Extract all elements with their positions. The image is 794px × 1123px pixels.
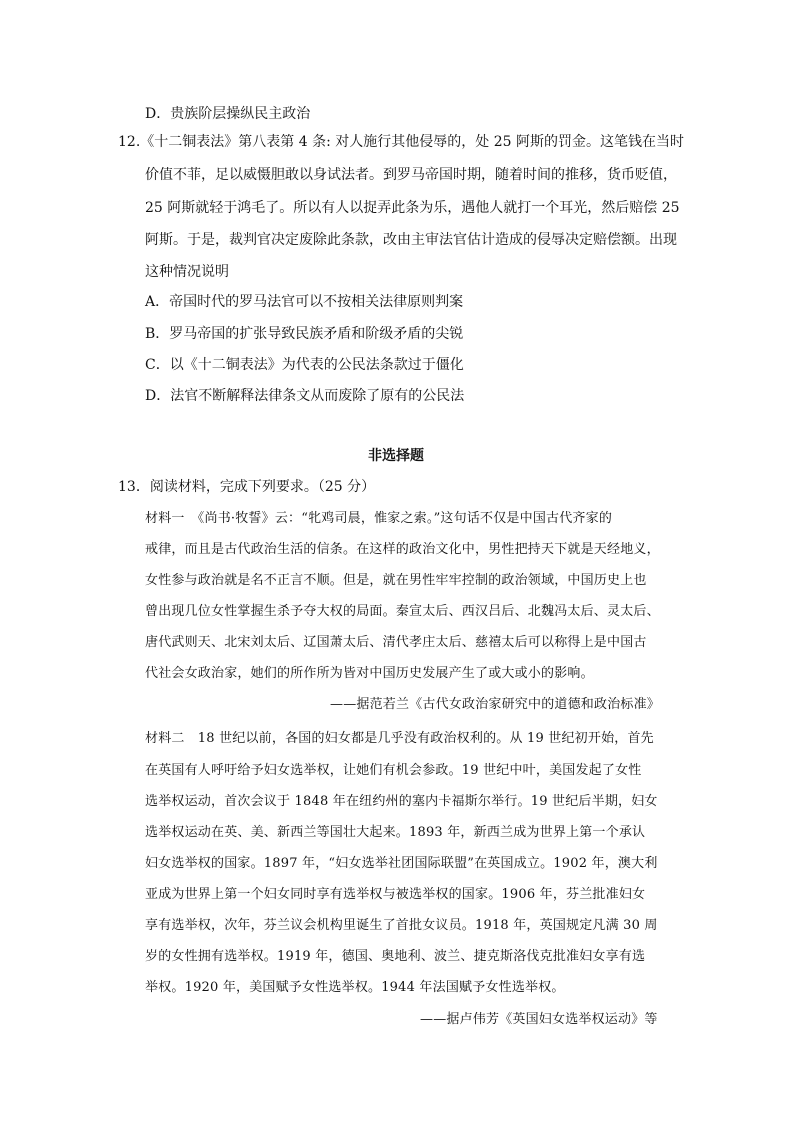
q11-option-d: D．贵族阶层操纵民主政治 (145, 106, 311, 122)
section-title: 非选择题 (368, 448, 424, 464)
material1-line-4: 曾出现几位女性掌握生杀予夺大权的局面。秦宣太后、西汉吕后、北魏冯太后、灵太后、 (145, 604, 660, 619)
q12-option-c: C．以《十二铜表法》为代表的公民法条款过于僵化 (145, 357, 464, 373)
material2-source: ——据卢伟芳《英国妇女选举权运动》等 (420, 1012, 658, 1027)
material1-line-2: 戒律，而且是古代政治生活的信条。在这样的政治文化中，男性把持天下就是天经地义， (145, 542, 660, 557)
q12-stem-line-5: 这种情况说明 (145, 264, 229, 280)
material2-line-6: 亚成为世界上第一个妇女同时享有选举权与被选举权的国家。1906 年，芬兰批准妇女 (145, 887, 646, 902)
material2-line-2: 在英国有人呼吁给予妇女选举权，让她们有机会参政。19 世纪中叶，美国发起了女性 (145, 763, 642, 778)
material2-line-4: 选举权运动在英、美、新西兰等国壮大起来。1893 年，新西兰成为世界上第一个承认 (145, 825, 646, 840)
material1-line-3: 女性参与政治就是名不正言不顺。但是，就在男性牢牢控制的政治领域，中国历史上也 (145, 573, 647, 588)
material2-line-1: 材料二 18 世纪以前，各国的妇女都是几乎没有政治权利的。从 19 世纪初开始，首先 (145, 731, 654, 746)
q12-stem-line-4: 阿斯。于是，裁判官决定废除此条款，改由主审法官估计造成的侵辱决定赔偿额。出现 (145, 232, 677, 248)
q12-option-d: D．法官不断解释法律条文从而废除了原有的公民法 (145, 388, 465, 404)
material1-line-5: 唐代武则天、北宋刘太后、辽国萧太后、清代孝庄太后、慈禧太后可以称得上是中国古 (145, 635, 647, 650)
material2-line-5: 妇女选举权的国家。1897 年，“妇女选举社团国际联盟”在英国成立。1902 年，澳大利 (145, 856, 658, 871)
q12-stem-line-3: 25 阿斯就轻于鸿毛了。所以有人以捉弄此条为乐，遇他人就打一个耳光，然后赔偿 25 (145, 200, 680, 216)
material1-line-6: 代社会女政治家，她们的所作所为皆对中国历史发展产生了或大或小的影响。 (145, 666, 594, 681)
material2-line-3: 选举权运动，首次会议于 1848 年在纽约州的塞内卡福斯尔举行。19 世纪后半期，妇女 (145, 794, 658, 809)
material2-line-8: 岁的女性拥有选举权。1919 年，德国、奥地利、波兰、捷克斯洛伐克批准妇女享有选 (145, 949, 646, 964)
material2-line-7: 享有选举权，次年，芬兰议会机构里诞生了首批女议员。1918 年，英国规定凡满 30 周 (145, 918, 658, 933)
material1-line-1: 材料一 《尚书·牧誓》云：“牝鸡司晨，惟家之索。”这句话不仅是中国古代齐家的 (145, 511, 613, 526)
material1-source: ——据范若兰《古代女政治家研究中的道德和政治标准》 (330, 697, 661, 712)
q12-option-a: A．帝国时代的罗马法官可以不按相关法律原则判案 (145, 294, 464, 310)
material2-line-9: 举权。1920 年，美国赋予女性选举权。1944 年法国赋予女性选举权。 (145, 980, 565, 995)
q12-option-b: B．罗马帝国的扩张导致民族矛盾和阶级矛盾的尖锐 (145, 326, 464, 342)
q13-stem: 13．阅读材料，完成下列要求。（25 分） (118, 479, 376, 495)
q12-stem-line-2: 价值不菲，足以威慑胆敢以身试法者。到罗马帝国时期，随着时间的推移，货币贬值， (145, 167, 677, 183)
q12-stem-line-1: 12.《十二铜表法》第八表第 4 条: 对人施行其他侵辱的，处 25 阿斯的罚金。这笔钱在当时 (118, 134, 684, 150)
